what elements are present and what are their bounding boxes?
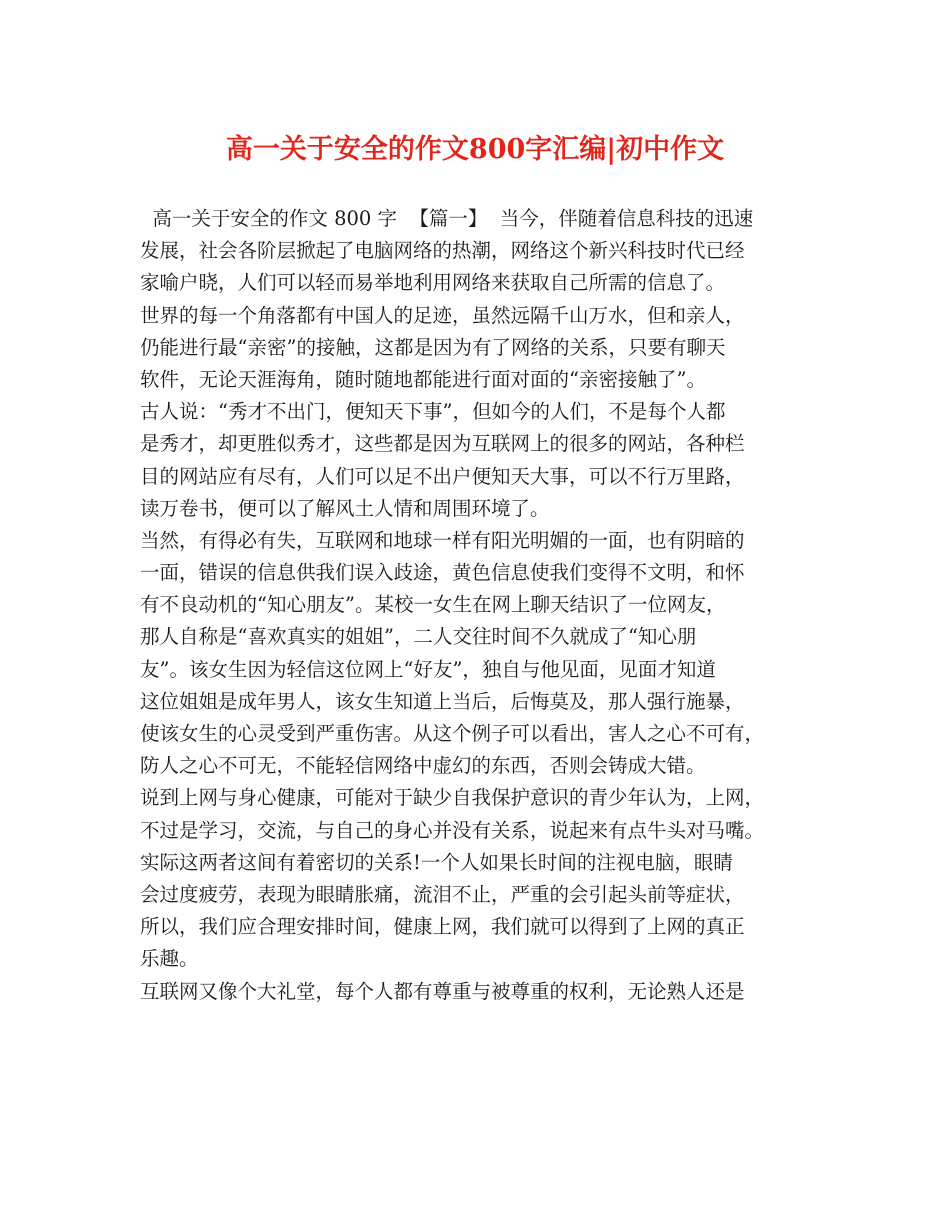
document-body: [140, 203, 830, 1008]
body-line: 古人说：“秀才不出门，便知天下事”，但如今的人们，不是每个人都: [140, 400, 726, 424]
body-line: 发展，社会各阶层掀起了电脑网络的热潮，网络这个新兴科技时代已经: [140, 239, 745, 263]
body-line: 读万卷书，便可以了解风土人情和周围环境了。: [140, 496, 550, 520]
body-line: 那人自称是“喜欢真实的姐姐”，二人交往时间不久就成了“知心朋: [140, 625, 697, 649]
document-title: 高一关于安全的作文800字汇编|初中作文: [225, 134, 725, 165]
body-line: 是秀才，却更胜似秀才，这些都是因为互联网上的很多的网站，各种栏: [140, 432, 745, 456]
body-line: 会过度疲劳，表现为眼睛胀痛，流泪不止，严重的会引起头前等症状，: [140, 882, 745, 906]
body-line: 互联网又像个大礼堂，每个人都有尊重与被尊重的权利，无论熟人还是: [140, 979, 745, 1003]
body-line: 友”。该女生因为轻信这位网上“好友”，独自与他见面，见面才知道: [140, 657, 716, 681]
body-line: 家喻户晓，人们可以轻而易举地利用网络来获取自己所需的信息了。: [140, 271, 726, 295]
body-line: 说到上网与身心健康，可能对于缺少自我保护意识的青少年认为，上网，: [140, 786, 765, 810]
body-line: 这位姐姐是成年男人，该女生知道上当后，后悔莫及，那人强行施暴，: [140, 689, 745, 713]
body-line: 目的网站应有尽有，人们可以足不出户便知天大事，可以不行万里路，: [140, 464, 745, 488]
body-line: 防人之心不可无，不能轻信网络中虚幻的东西，否则会铸成大错。: [140, 754, 706, 778]
body-line: 高一关于安全的作文 800 字 【篇一】 当今，伴随着信息科技的迅速: [140, 207, 754, 230]
body-line: 软件，无论天涯海角，随时随地都能进行面对面的“亲密接触了”。: [140, 367, 706, 391]
body-line: 有不良动机的“知心朋友”。某校一女生在网上聊天结识了一位网友，: [140, 593, 726, 617]
body-line: 当然，有得必有失，互联网和地球一样有阳光明媚的一面，也有阴暗的: [140, 528, 745, 552]
body-line: 所以，我们应合理安排时间，健康上网，我们就可以得到了上网的真正: [140, 915, 745, 939]
body-line: 实际这两者这间有着密切的关系!一个人如果长时间的注视电脑，眼睛: [140, 850, 733, 874]
body-line: 不过是学习，交流，与自己的身心并没有关系，说起来有点牛头对马嘴。: [140, 818, 765, 842]
body-line: 一面，错误的信息供我们误入歧途，黄色信息使我们变得不文明，和怀: [140, 561, 745, 585]
body-line: 世界的每一个角落都有中国人的足迹，虽然远隔千山万水，但和亲人，: [140, 303, 745, 327]
body-line: 仍能进行最“亲密”的接触，这都是因为有了网络的关系，只要有聊天: [140, 335, 726, 359]
body-line: 使该女生的心灵受到严重伤害。从这个例子可以看出，害人之心不可有，: [140, 722, 765, 745]
body-line: 乐趣。: [140, 947, 199, 971]
